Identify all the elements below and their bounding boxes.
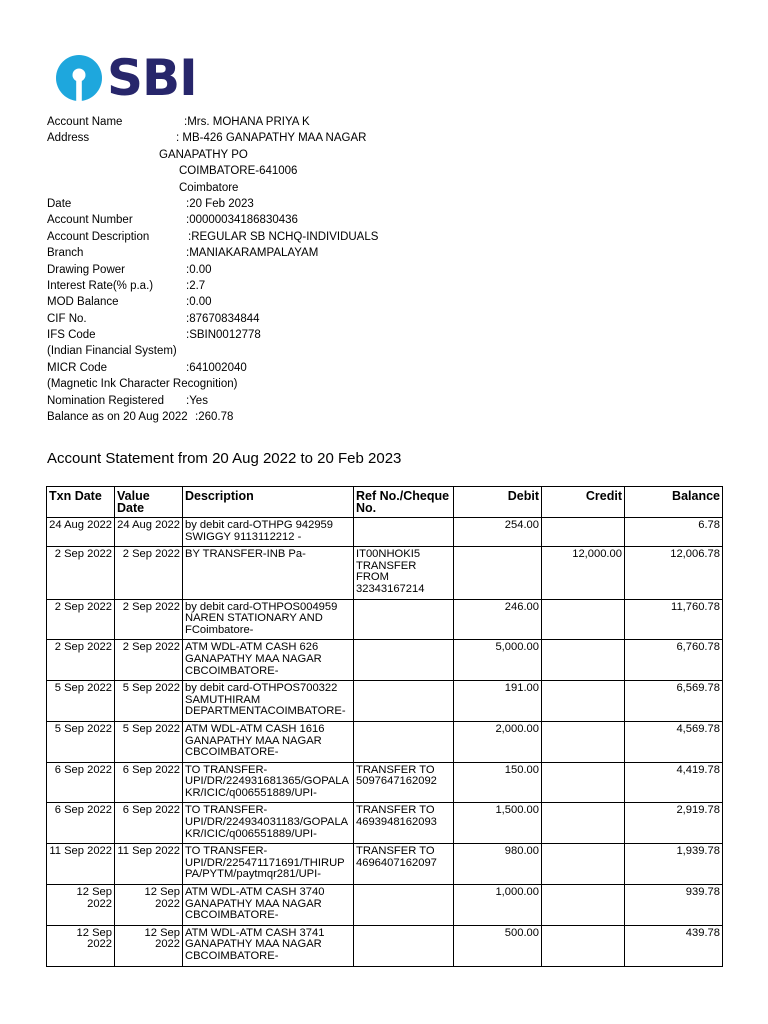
- table-row: [47, 762, 723, 803]
- debit-cell: 150.00: [454, 762, 542, 803]
- description-cell: by debit card-OTHPOS700322 SAMUTHIRAM DEPARTMENTACOIMBATORE-: [183, 681, 354, 722]
- debit-cell: 5,000.00: [454, 640, 542, 681]
- credit-cell: [542, 681, 625, 722]
- txn-date-cell: 2 Sep 2022: [47, 640, 115, 681]
- account-name-label: Account Name: [47, 116, 123, 128]
- description-cell: TO TRANSFER-UPI/DR/224931681365/GOPALAKR/ICIC/q006551889/UPI-: [183, 762, 354, 803]
- balance-cell: 6.78: [625, 518, 723, 547]
- value-date-cell: 2 Sep 2022: [115, 640, 183, 681]
- cif-label: CIF No.: [47, 312, 87, 325]
- interest-rate-value: :2.7: [186, 279, 206, 292]
- table-header-row: [47, 487, 723, 518]
- debit-cell: 254.00: [454, 518, 542, 547]
- date-label: Date: [47, 197, 72, 210]
- value-date-cell: 12 Sep 2022: [115, 885, 183, 926]
- table-row: [47, 885, 723, 926]
- table-row: [47, 547, 723, 599]
- address-line2: GANAPATHY PO: [159, 148, 248, 161]
- credit-cell: 12,000.00: [542, 547, 625, 599]
- date-value: :20 Feb 2023: [186, 197, 254, 210]
- header-ref-no: Ref No./Cheque No.: [354, 487, 454, 518]
- ref-no-cell: [354, 885, 454, 926]
- description-cell: by debit card-OTHPOS004959 NAREN STATIONARY AND FCoimbatore-: [183, 599, 354, 640]
- balance-cell: 11,760.78: [625, 599, 723, 640]
- table-row: [47, 681, 723, 722]
- account-name-value: :Mrs. MOHANA PRIYA K: [184, 116, 310, 128]
- micr-label: MICR Code: [47, 361, 108, 374]
- txn-date-cell: 12 Sep 2022: [47, 925, 115, 966]
- sbi-keyhole-logo-icon: [55, 54, 103, 102]
- mod-balance-label: MOD Balance: [47, 296, 119, 309]
- header-description: Description: [183, 487, 354, 518]
- account-description-label: Account Description: [47, 230, 150, 243]
- balance-cell: 439.78: [625, 925, 723, 966]
- address-line4: Coimbatore: [179, 181, 239, 194]
- debit-cell: 980.00: [454, 844, 542, 885]
- debit-cell: 2,000.00: [454, 721, 542, 762]
- credit-cell: [542, 721, 625, 762]
- description-cell: ATM WDL-ATM CASH 3741 GANAPATHY MAA NAGAR CBCOIMBATORE-: [183, 925, 354, 966]
- table-row: [47, 721, 723, 762]
- value-date-cell: 6 Sep 2022: [115, 803, 183, 844]
- txn-date-cell: 2 Sep 2022: [47, 599, 115, 640]
- balance-cell: 1,939.78: [625, 844, 723, 885]
- ref-no-cell: TRANSFER TO 4696407162097: [354, 844, 454, 885]
- nomination-label: Nomination Registered: [47, 394, 164, 407]
- value-date-cell: 5 Sep 2022: [115, 681, 183, 722]
- micr-note: (Magnetic Ink Character Recognition): [47, 378, 238, 391]
- description-cell: TO TRANSFER-UPI/DR/224934031183/GOPALAKR/ICIC/q006551889/UPI-: [183, 803, 354, 844]
- table-row: [47, 803, 723, 844]
- balance-cell: 2,919.78: [625, 803, 723, 844]
- value-date-cell: 2 Sep 2022: [115, 599, 183, 640]
- credit-cell: [542, 925, 625, 966]
- header-balance: Balance: [625, 487, 723, 518]
- balance-as-on-value: :260.78: [195, 411, 234, 424]
- balance-cell: 4,419.78: [625, 762, 723, 803]
- credit-cell: [542, 844, 625, 885]
- ref-no-cell: [354, 721, 454, 762]
- txn-date-cell: 11 Sep 2022: [47, 844, 115, 885]
- drawing-power-label: Drawing Power: [47, 263, 125, 276]
- txn-date-cell: 2 Sep 2022: [47, 547, 115, 599]
- address-label: Address: [47, 132, 90, 145]
- table-row: [47, 599, 723, 640]
- transactions-body: [47, 518, 723, 967]
- table-row: [47, 640, 723, 681]
- transactions-table: [46, 486, 723, 967]
- ifs-value: :SBIN0012778: [186, 329, 261, 342]
- txn-date-cell: 6 Sep 2022: [47, 762, 115, 803]
- ref-no-cell: TRANSFER TO 5097647162092: [354, 762, 454, 803]
- debit-cell: [454, 547, 542, 599]
- balance-cell: 6,569.78: [625, 681, 723, 722]
- description-cell: ATM WDL-ATM CASH 626 GANAPATHY MAA NAGAR CBCOIMBATORE-: [183, 640, 354, 681]
- statement-title: Account Statement from 20 Aug 2022 to 20 Feb 2023: [47, 450, 402, 467]
- value-date-cell: 5 Sep 2022: [115, 721, 183, 762]
- address-line3: COIMBATORE-641006: [179, 165, 298, 178]
- description-cell: ATM WDL-ATM CASH 1616 GANAPATHY MAA NAGAR CBCOIMBATORE-: [183, 721, 354, 762]
- cif-value: :87670834844: [186, 312, 260, 325]
- description-cell: BY TRANSFER-INB Pa-: [183, 547, 354, 599]
- debit-cell: 500.00: [454, 925, 542, 966]
- balance-cell: 939.78: [625, 885, 723, 926]
- txn-date-cell: 5 Sep 2022: [47, 721, 115, 762]
- sbi-logo: [55, 49, 197, 107]
- balance-cell: 12,006.78: [625, 547, 723, 599]
- txn-date-cell: 5 Sep 2022: [47, 681, 115, 722]
- credit-cell: [542, 599, 625, 640]
- account-number-label: Account Number: [47, 214, 133, 227]
- ref-no-cell: TRANSFER TO 4693948162093: [354, 803, 454, 844]
- table-row: [47, 925, 723, 966]
- ref-no-cell: [354, 640, 454, 681]
- account-description-value: :REGULAR SB NCHQ-INDIVIDUALS: [188, 230, 379, 243]
- nomination-value: :Yes: [186, 394, 208, 407]
- debit-cell: 1,500.00: [454, 803, 542, 844]
- balance-cell: 4,569.78: [625, 721, 723, 762]
- header-value-date: Value Date: [115, 487, 183, 518]
- mod-balance-value: :0.00: [186, 296, 212, 309]
- credit-cell: [542, 640, 625, 681]
- txn-date-cell: 6 Sep 2022: [47, 803, 115, 844]
- value-date-cell: 11 Sep 2022: [115, 844, 183, 885]
- ref-no-cell: [354, 681, 454, 722]
- description-cell: TO TRANSFER-UPI/DR/225471171691/THIRUPPA/PYTM/paytmqr281/UPI-: [183, 844, 354, 885]
- credit-cell: [542, 762, 625, 803]
- account-number-value: :00000034186830436: [186, 214, 298, 227]
- credit-cell: [542, 885, 625, 926]
- ref-no-cell: [354, 925, 454, 966]
- header-txn-date: Txn Date: [47, 487, 115, 518]
- txn-date-cell: 12 Sep 2022: [47, 885, 115, 926]
- header-debit: Debit: [454, 487, 542, 518]
- ifs-note: (Indian Financial System): [47, 345, 177, 358]
- branch-value: :MANIAKARAMPALAYAM: [186, 247, 319, 260]
- value-date-cell: 12 Sep 2022: [115, 925, 183, 966]
- bank-name: SBI: [107, 49, 197, 107]
- credit-cell: [542, 518, 625, 547]
- debit-cell: 191.00: [454, 681, 542, 722]
- description-cell: by debit card-OTHPG 942959 SWIGGY 9113112212 -: [183, 518, 354, 547]
- debit-cell: 1,000.00: [454, 885, 542, 926]
- value-date-cell: 24 Aug 2022: [115, 518, 183, 547]
- interest-rate-label: Interest Rate(% p.a.): [47, 279, 154, 292]
- ref-no-cell: [354, 599, 454, 640]
- value-date-cell: 6 Sep 2022: [115, 762, 183, 803]
- ifs-label: IFS Code: [47, 329, 96, 342]
- balance-as-on-label: Balance as on 20 Aug 2022: [47, 411, 188, 424]
- ref-no-cell: IT00NHOKI5 TRANSFER FROM 32343167214: [354, 547, 454, 599]
- balance-cell: 6,760.78: [625, 640, 723, 681]
- table-row: [47, 844, 723, 885]
- micr-value: :641002040: [186, 361, 247, 374]
- address-line1: : MB-426 GANAPATHY MAA NAGAR: [176, 132, 367, 145]
- credit-cell: [542, 803, 625, 844]
- branch-label: Branch: [47, 247, 84, 260]
- header-credit: Credit: [542, 487, 625, 518]
- drawing-power-value: :0.00: [186, 263, 212, 276]
- txn-date-cell: 24 Aug 2022: [47, 518, 115, 547]
- debit-cell: 246.00: [454, 599, 542, 640]
- ref-no-cell: [354, 518, 454, 547]
- table-row: [47, 518, 723, 547]
- description-cell: ATM WDL-ATM CASH 3740 GANAPATHY MAA NAGAR CBCOIMBATORE-: [183, 885, 354, 926]
- value-date-cell: 2 Sep 2022: [115, 547, 183, 599]
